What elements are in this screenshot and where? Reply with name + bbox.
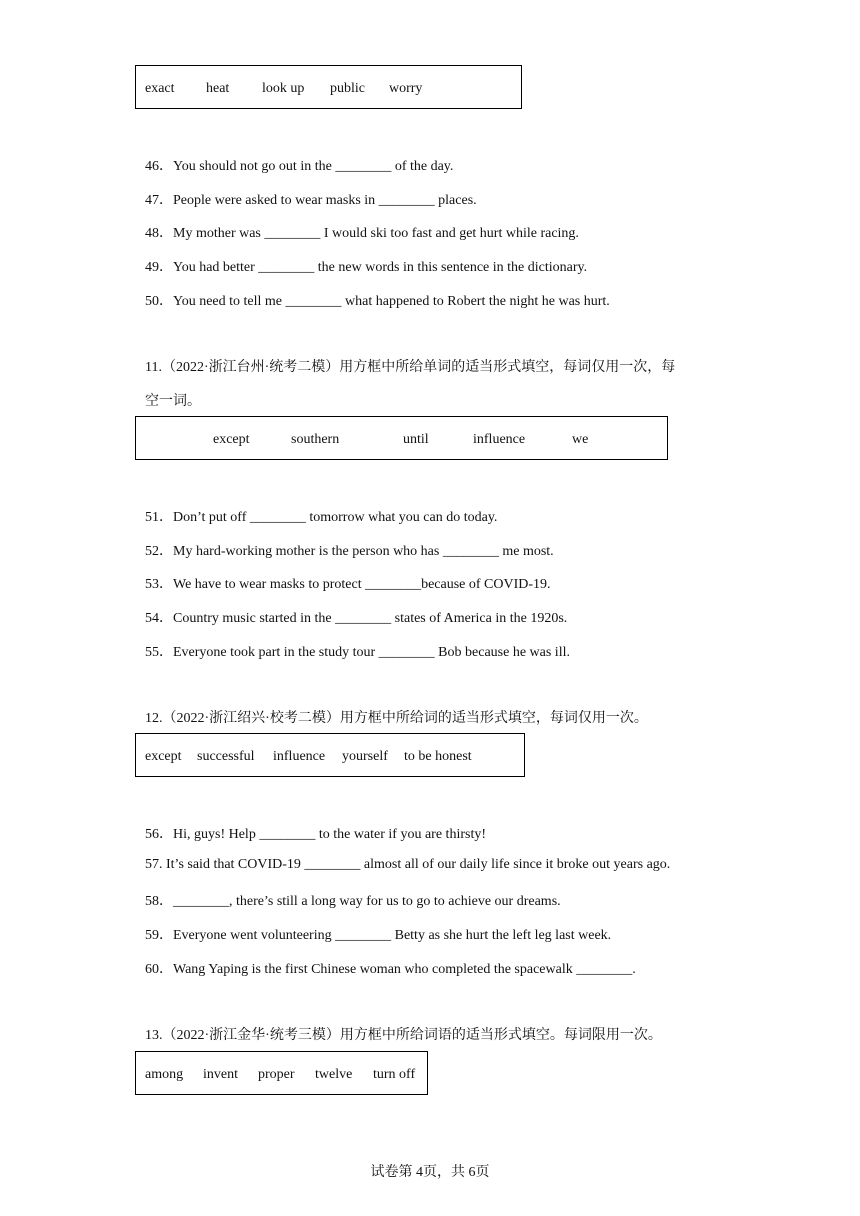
question-49: 49．You had better ________ the new words in this sentence in the dictionary.	[145, 260, 588, 275]
word-box-item: except	[213, 432, 250, 447]
word-box-item: we	[572, 432, 589, 447]
question-47: 47．People were asked to wear masks in ________ places.	[145, 193, 477, 208]
word-box-10	[135, 65, 522, 109]
word-box-item: proper	[258, 1067, 295, 1082]
word-box-item: yourself	[342, 749, 388, 764]
word-box-11	[135, 416, 668, 460]
section-12-heading: 12.（2022·浙江绍兴·校考二模）用方框中所给词的适当形式填空，每词仅用一次。	[145, 711, 648, 726]
word-box-item: to be honest	[404, 749, 472, 764]
word-box-item: heat	[206, 81, 230, 96]
question-56: 56．Hi, guys! Help ________ to the water if you are thirsty!	[145, 827, 486, 842]
question-59: 59．Everyone went volunteering ________ Betty as she hurt the left leg last week.	[145, 928, 612, 943]
word-box-item: except	[145, 749, 182, 764]
question-50: 50．You need to tell me ________ what happened to Robert the night he was hurt.	[145, 294, 610, 309]
word-box-item: twelve	[315, 1067, 353, 1082]
question-58: 58．________, there’s still a long way for us to go to achieve our dreams.	[145, 894, 561, 909]
word-box-item: turn off	[373, 1067, 416, 1082]
word-box-item: invent	[203, 1067, 238, 1082]
question-46: 46．You should not go out in the ________ of the day.	[145, 159, 454, 174]
word-box-item: public	[330, 81, 365, 96]
question-60: 60．Wang Yaping is the first Chinese woman who completed the spacewalk ________.	[145, 962, 636, 977]
question-52: 52．My hard-working mother is the person who has ________ me most.	[145, 544, 554, 559]
page-footer: 试卷第 4页，共 6页	[370, 1165, 490, 1180]
section-11-heading-line1: 11.（2022·浙江台州·统考二模）用方框中所给单词的适当形式填空，每词仅用一次，每	[145, 360, 676, 375]
word-box-12	[135, 733, 525, 777]
question-48: 48．My mother was ________ I would ski too fast and get hurt while racing.	[145, 226, 579, 241]
question-55: 55．Everyone took part in the study tour ________ Bob because he was ill.	[145, 645, 570, 660]
word-box-item: exact	[145, 81, 175, 96]
word-box-13	[135, 1051, 428, 1095]
word-box-item: influence	[473, 432, 526, 447]
section-11-heading-line2: 空一词。	[145, 394, 201, 409]
question-54: 54．Country music started in the ________ states of America in the 1920s.	[145, 611, 568, 626]
question-57: 57. It’s said that COVID-19 ________ almost all of our daily life since it broke out years ago.	[145, 857, 671, 872]
word-box-item: influence	[273, 749, 326, 764]
section-13-heading: 13.（2022·浙江金华·统考三模）用方框中所给词语的适当形式填空。每词限用一次。	[145, 1028, 662, 1043]
word-box-item: worry	[389, 81, 423, 96]
word-box-item: successful	[197, 749, 255, 764]
question-51: 51．Don’t put off ________ tomorrow what you can do today.	[145, 510, 498, 525]
word-box-item: among	[145, 1067, 184, 1082]
word-box-item: look up	[262, 81, 305, 96]
question-53: 53．We have to wear masks to protect ________because of COVID-19.	[145, 577, 551, 592]
word-box-item: southern	[291, 432, 340, 447]
word-box-item: until	[403, 432, 429, 447]
